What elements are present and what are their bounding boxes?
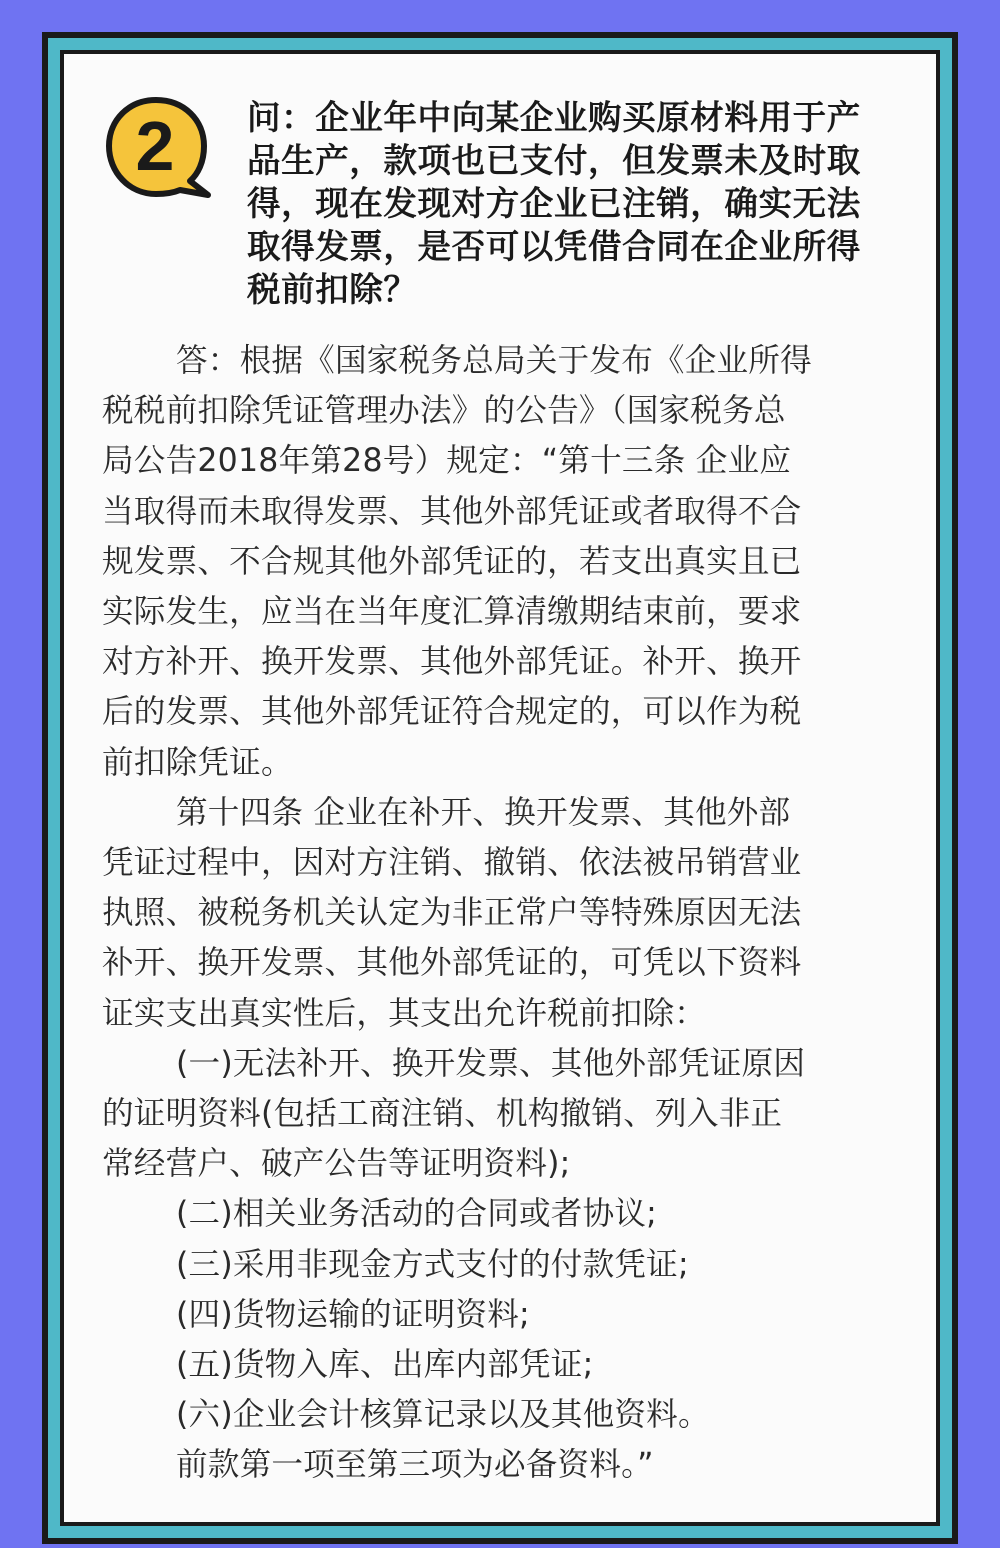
question-line: 品生产，款项也已支付，但发票未及时取 <box>247 141 861 180</box>
answer-line: 对方补开、换开发票、其他外部凭证。补开、换开 <box>102 644 802 681</box>
answer-line: 局公告2018年第28号）规定：“第十三条 企业应 <box>102 443 792 480</box>
answer-line: 前款第一项至第三项为必备资料。” <box>176 1447 654 1484</box>
question-text <box>247 96 927 311</box>
answer-line: 补开、换开发票、其他外部凭证的，可凭以下资料 <box>102 945 802 982</box>
answer-line: 的证明资料(包括工商注销、机构撤销、列入非正 <box>102 1096 783 1133</box>
answer-line: 答：根据《国家税务总局关于发布《企业所得 <box>176 343 812 379</box>
answer-line: (六)企业会计核算记录以及其他资料。 <box>176 1397 710 1434</box>
answer-line: (四)货物运输的证明资料; <box>176 1296 530 1333</box>
badge-number: 2 <box>135 107 175 185</box>
answer-line: (三)采用非现金方式支付的付款凭证; <box>176 1246 689 1283</box>
answer-line: 实际发生，应当在当年度汇算清缴期结束前，要求 <box>102 594 802 631</box>
answer-line: 第十四条 企业在补开、换开发票、其他外部 <box>176 794 791 831</box>
question-line: 得，现在发现对方企业已注销，确实无法 <box>247 184 861 223</box>
answer-line: 后的发票、其他外部凭证符合规定的，可以作为税 <box>102 694 802 731</box>
question-line: 问：企业年中向某企业购买原材料用于产 <box>247 98 861 137</box>
answer-line: (一)无法补开、换开发票、其他外部凭证原因 <box>176 1045 806 1082</box>
answer-line: 执照、被税务机关认定为非正常户等特殊原因无法 <box>102 895 802 932</box>
answer-line: (五)货物入库、出库内部凭证; <box>176 1347 594 1384</box>
answer-line: 当取得而未取得发票、其他外部凭证或者取得不合 <box>102 493 802 530</box>
answer-line: 规发票、不合规其他外部凭证的，若支出真实且已 <box>102 543 802 580</box>
question-line: 取得发票，是否可以凭借合同在企业所得 <box>247 227 861 266</box>
answer-line: 前扣除凭证。 <box>102 744 293 781</box>
answer-line: (二)相关业务活动的合同或者协议; <box>176 1196 658 1233</box>
answer-line: 税税前扣除凭证管理办法》的公告》（国家税务总 <box>102 393 786 430</box>
answer-line: 常经营户、破产公告等证明资料); <box>102 1146 571 1183</box>
number-2-speech-bubble-icon <box>104 94 214 200</box>
question-line: 税前扣除？ <box>247 270 418 309</box>
answer-line: 证实支出真实性后，其支出允许税前扣除： <box>102 995 707 1032</box>
answer-text <box>102 336 902 1491</box>
answer-line: 凭证过程中，因对方注销、撤销、依法被吊销营业 <box>102 845 802 882</box>
